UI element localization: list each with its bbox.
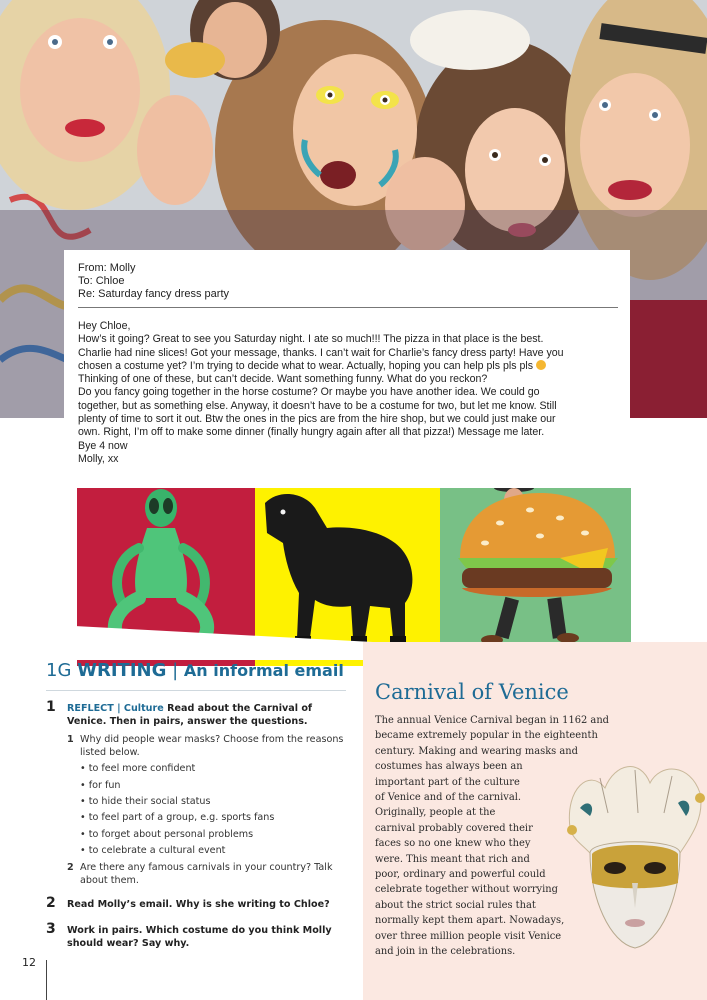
reflect-tag: REFLECT | Culture xyxy=(67,703,164,714)
lesson-heading xyxy=(46,660,344,681)
reason-bullet: • for fun xyxy=(80,780,121,791)
venice-line: carnival probably covered their xyxy=(375,822,533,834)
venice-line: important part of the culture xyxy=(375,776,520,788)
email-subject: Re: Saturday fancy dress party xyxy=(78,288,230,301)
venice-line: Originally, people at the xyxy=(375,807,496,819)
venice-line: celebrate together without worrying xyxy=(375,884,558,896)
reason-bullet: • to hide their social status xyxy=(80,796,211,807)
email-header xyxy=(78,262,229,302)
lesson-code: 1G xyxy=(46,660,72,681)
email-greeting: Hey Chloe, xyxy=(78,320,131,332)
email-line: together, but as something else. Anyway, it doesn’t have to be a costume for two, but let me know. Still xyxy=(78,399,557,412)
venice-line: normally kept them apart. Nowadays, xyxy=(375,915,565,927)
email-message xyxy=(64,250,630,482)
question-number: 3 xyxy=(46,921,56,937)
lesson-separator: | xyxy=(172,660,179,681)
venice-line: poor, ordinary and powerful could xyxy=(375,869,546,881)
venice-line: about the strict social rules that xyxy=(375,899,536,911)
venice-line: faces so no one knew who they xyxy=(375,838,531,850)
venice-line: and join in the celebrations. xyxy=(375,946,516,958)
venetian-mask-icon xyxy=(560,758,707,958)
reason-bullet: • to feel more confident xyxy=(80,763,196,774)
email-body xyxy=(78,320,616,466)
email-signature: Molly, xx xyxy=(78,452,119,465)
question-number: 1 xyxy=(46,699,56,715)
part-text: Why did people wear masks? Choose from the reasons listed below. xyxy=(80,734,344,758)
email-signoff: Bye 4 now xyxy=(78,439,128,452)
part-text: Are there any famous carnivals in your country? Talk about them. xyxy=(80,862,333,886)
question-text: Work in pairs. Which costume do you think Molly should wear? Say why. xyxy=(67,925,332,949)
smiley-emoji-icon xyxy=(536,360,546,370)
venice-line: century. Making and wearing masks and xyxy=(375,745,578,757)
question-text xyxy=(67,703,347,728)
email-line: own. Right, I’m off to make some dinner (finally hungry again after all that pizza!) Message me later. xyxy=(78,426,545,439)
email-line-text: chosen a costume yet? I’m trying to decide what to wear. Actually, hoping you can help pls pls pls xyxy=(78,359,533,372)
venice-line: of Venice and of the carnival. xyxy=(375,792,522,804)
email-line: Thinking of one of these, but can’t decide. Want something funny. What do you reckon? xyxy=(78,373,488,386)
venice-line: over three million people visit Venice xyxy=(375,930,562,942)
venice-line: costumes has always been an xyxy=(375,761,523,773)
reason-bullet: • to feel part of a group, e.g. sports fans xyxy=(80,812,275,823)
page-number: 12 xyxy=(22,956,36,969)
question-1-instruction: Read about the Carnival of Venice. Then in pairs, answer the questions. xyxy=(67,703,313,727)
reason-bullet: • to celebrate a cultural event xyxy=(80,845,226,856)
venice-title: Carnival of Venice xyxy=(375,680,569,704)
question-text: Read Molly’s email. Why is she writing to Chloe? xyxy=(67,899,330,910)
page-number-rule xyxy=(46,960,47,1000)
lesson-title: WRITING xyxy=(77,660,167,681)
email-line: Do you fancy going together in the horse costume? Or maybe you have another idea. We could go xyxy=(78,386,540,399)
question-number: 2 xyxy=(46,895,56,911)
part-number: 1 xyxy=(67,734,74,745)
reason-bullet: • to forget about personal problems xyxy=(80,829,254,840)
email-line: Charlie had nine slices! Got your message, thanks. I can’t wait for Charlie’s fancy dress party! Have you xyxy=(78,346,564,359)
email-divider xyxy=(78,307,618,308)
venice-line: were. This meant that rich and xyxy=(375,853,530,865)
email-line: plenty of time to sort it out. Btw the ones in the pics are from the hire shop, but we could just make our xyxy=(78,413,556,426)
email-to: To: Chloe xyxy=(78,275,125,288)
venice-line: became extremely popular in the eighteenth xyxy=(375,730,598,742)
heading-rule xyxy=(46,690,346,691)
email-from: From: Molly xyxy=(78,262,136,274)
email-line: How’s it going? Great to see you Saturday night. I ate so much!!! The pizza in that place is the best. xyxy=(78,333,544,346)
part-number: 2 xyxy=(67,862,74,873)
email-line xyxy=(78,360,616,373)
venice-line: The annual Venice Carnival began in 1162 and xyxy=(375,715,609,726)
lesson-subtitle: An informal email xyxy=(183,661,344,680)
